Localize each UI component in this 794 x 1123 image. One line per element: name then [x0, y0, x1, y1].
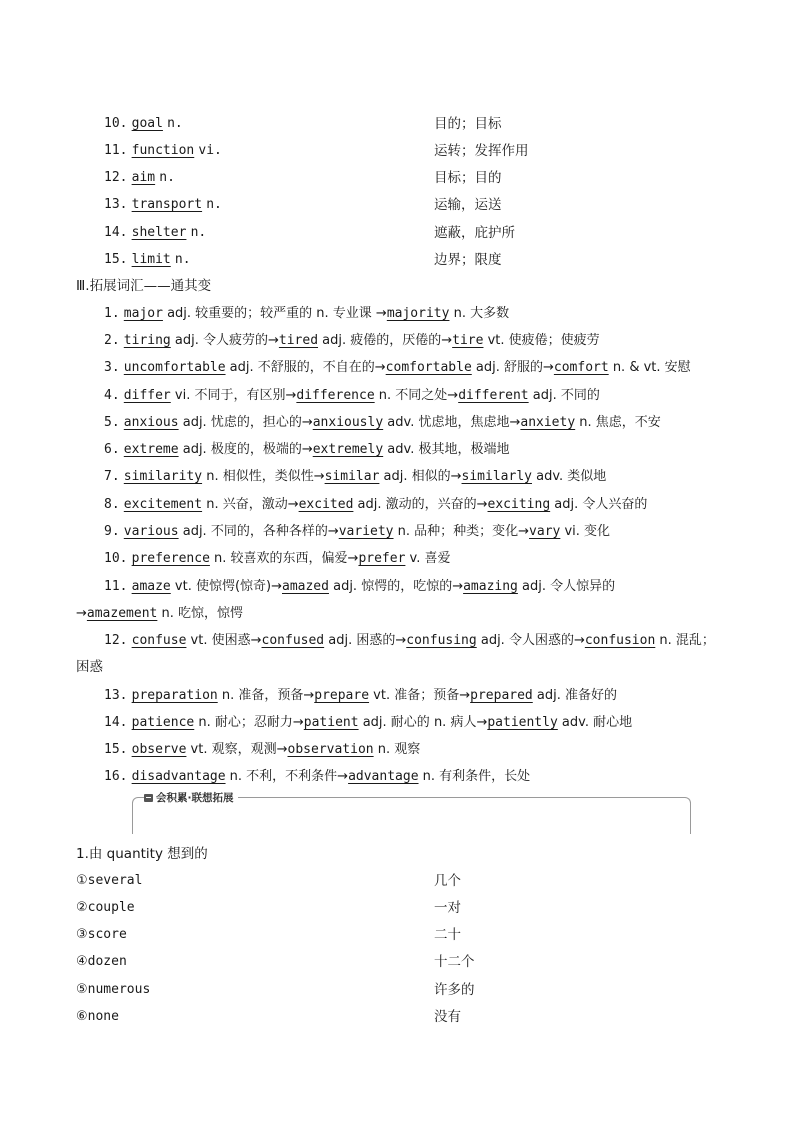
list-item: 12. confuse vt. 使困惑→confused adj. 困惑的→confusing adj. 令人困惑的→confusion n. 混乱； [104, 633, 715, 648]
list-item: ②couple [76, 900, 135, 915]
list-item: 13. preparation n. 准备，预备→prepare vt. 准备；预备→prepared adj. 准备好的 [104, 688, 617, 703]
word-meaning: 运输，运送 [434, 197, 502, 213]
note-icon [144, 794, 153, 802]
list-item: 11. amaze vt. 使惊愕(惊奇)→amazed adj. 惊愕的，吃惊的→amazing adj. 令人惊异的 [104, 579, 616, 594]
list-item: 2. tiring adj. 令人疲劳的→tired adj. 疲倦的，厌倦的→tire vt. 使疲倦；使疲劳 [104, 333, 600, 348]
quantity-meaning: 许多的 [434, 982, 475, 998]
list-item: 6. extreme adj. 极度的，极端的→extremely adv. 极其地，极端地 [104, 442, 510, 457]
list-item: 5. anxious adj. 忧虑的，担心的→anxiously adv. 忧虑地，焦虑地→anxiety n. 焦虑，不安 [104, 415, 661, 430]
list-item: 9. various adj. 不同的，各种各样的→variety n. 品种；种类；变化→vary vi. 变化 [104, 524, 611, 539]
quantity-heading: 1.由 quantity 想到的 [76, 846, 208, 862]
list-item: ⑤numerous [76, 982, 151, 997]
list-item: 10. preference n. 较喜欢的东西，偏爱→prefer v. 喜爱 [104, 551, 451, 566]
quantity-meaning: 十二个 [434, 954, 475, 970]
word-row-goal: 10. goal n. [104, 116, 183, 131]
list-item: ③score [76, 927, 127, 942]
list-item-continuation: →amazement n. 吃惊，惊愕 [76, 606, 243, 621]
quantity-meaning: 二十 [434, 927, 461, 943]
list-item: 3. uncomfortable adj. 不舒服的，不自在的→comfortable adj. 舒服的→comfort n. & vt. 安慰 [104, 360, 691, 375]
quantity-meaning: 没有 [434, 1009, 461, 1025]
list-item: ⑥none [76, 1009, 119, 1024]
list-item: 8. excitement n. 兴奋，激动→excited adj. 激动的，兴奋的→exciting adj. 令人兴奋的 [104, 497, 648, 512]
quantity-meaning: 几个 [434, 873, 461, 889]
list-item: 4. differ vi. 不同于，有区别→difference n. 不同之处→different adj. 不同的 [104, 388, 600, 403]
list-item: 14. patience n. 耐心；忍耐力→patient adj. 耐心的 n. 病人→patiently adv. 耐心地 [104, 715, 633, 730]
word-row-shelter: 14. shelter n. [104, 225, 207, 240]
word-row-function: 11. function vi. [104, 143, 222, 158]
word-row-transport: 13. transport n. [104, 197, 222, 212]
list-item: ①several [76, 873, 143, 888]
list-item: 7. similarity n. 相似性，类似性→similar adj. 相似的→similarly adv. 类似地 [104, 469, 607, 484]
word-row-limit: 15. limit n. [104, 252, 191, 267]
word-meaning: 边界；限度 [434, 252, 502, 268]
list-item-continuation: 困惑 [76, 659, 103, 675]
list-item: 15. observe vt. 观察，观测→observation n. 观察 [104, 742, 421, 757]
word-meaning: 目的；目标 [434, 116, 502, 132]
word-meaning: 目标；目的 [434, 170, 502, 186]
list-item: 16. disadvantage n. 不利，不利条件→advantage n. 有利条件，长处 [104, 769, 531, 784]
quantity-meaning: 一对 [434, 900, 461, 916]
list-item: ④dozen [76, 954, 127, 969]
word-row-aim: 12. aim n. [104, 170, 175, 185]
section-box-title: 会积累·联想拓展 [144, 791, 238, 805]
word-meaning: 遮蔽，庇护所 [434, 225, 515, 241]
section-heading: Ⅲ.拓展词汇——通其变 [76, 278, 212, 294]
word-meaning: 运转；发挥作用 [434, 143, 529, 159]
list-item: 1. major adj. 较重要的；较严重的 n. 专业课 →majority n. 大多数 [104, 306, 510, 321]
